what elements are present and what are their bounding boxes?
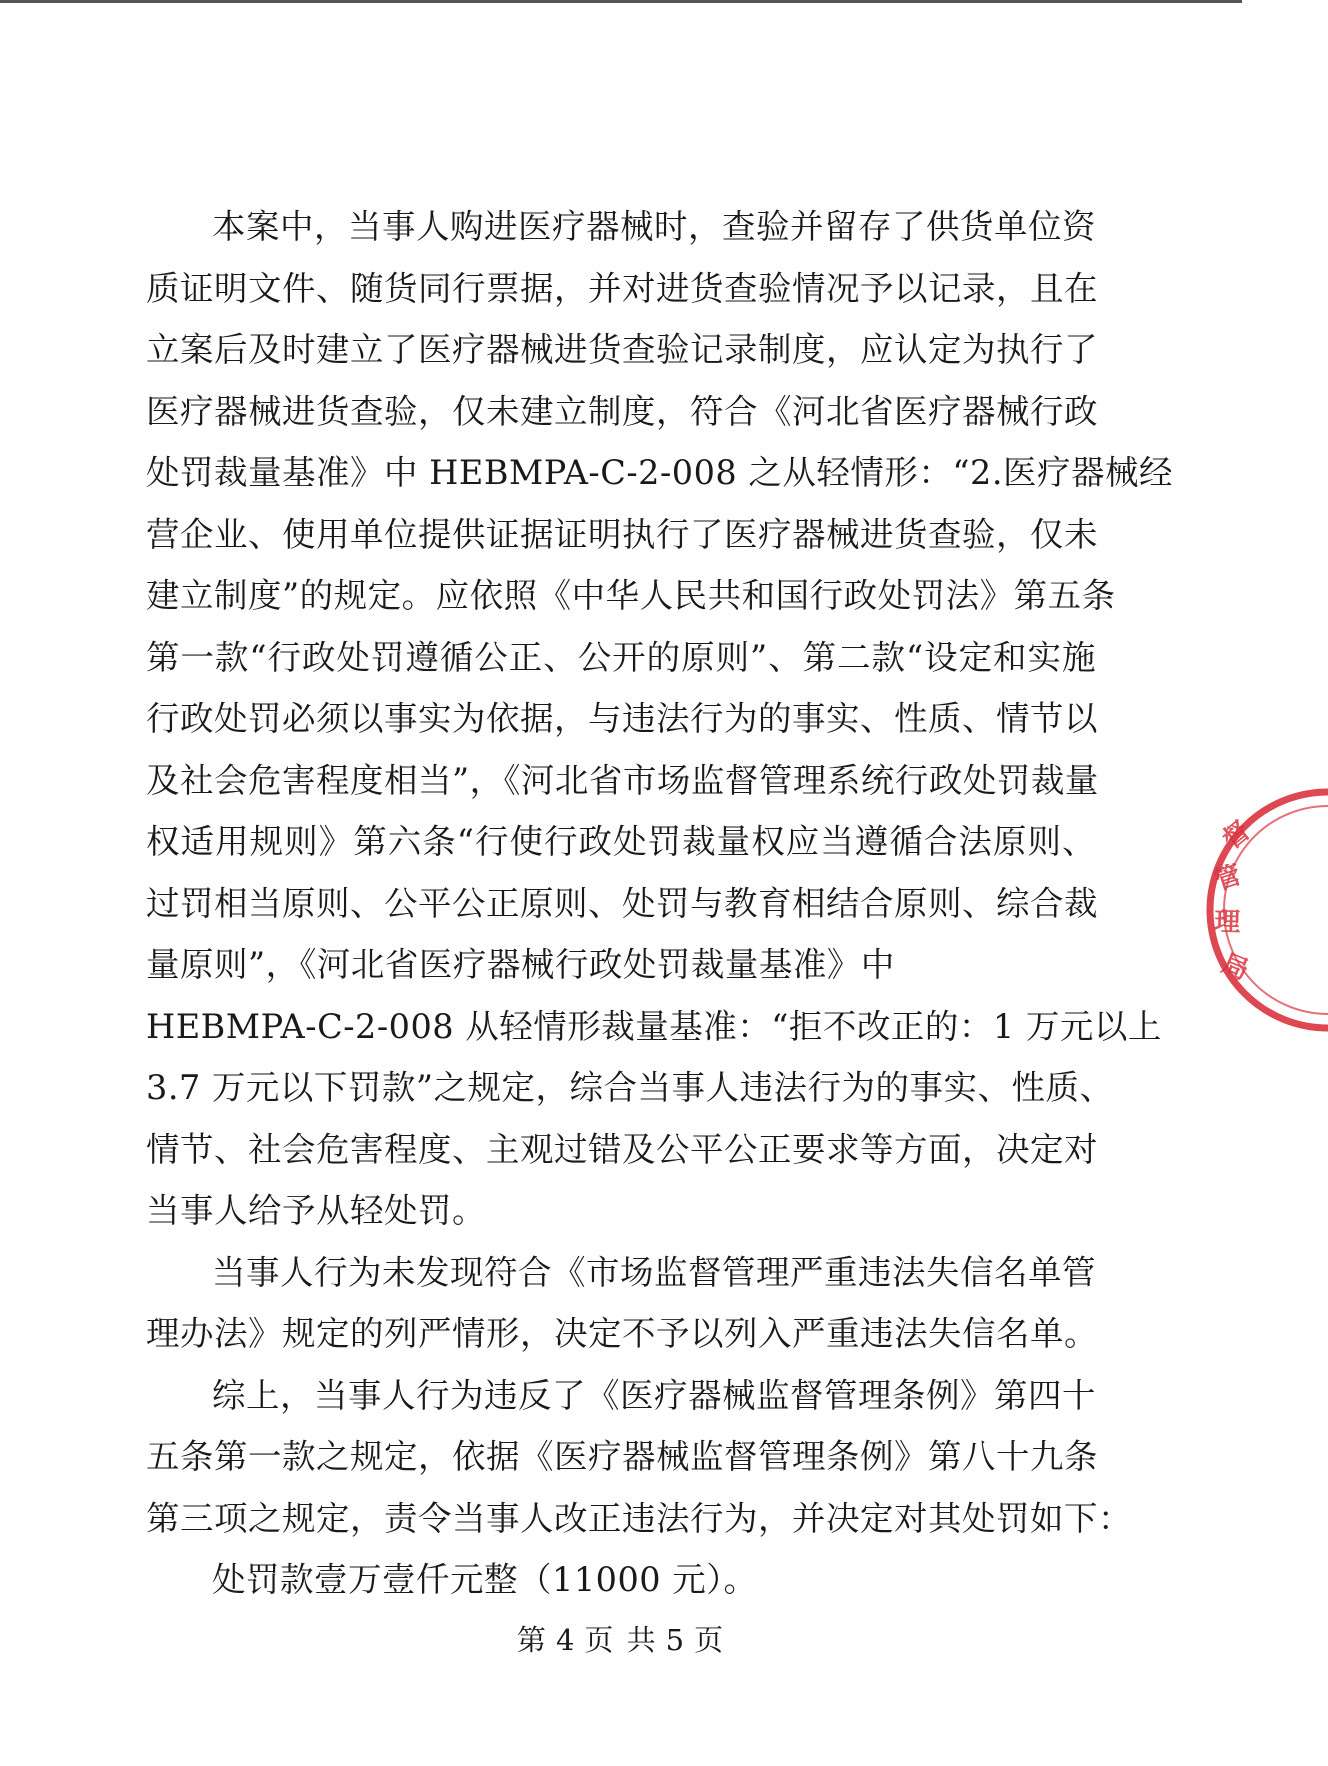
paragraph-line: 第三项之规定，责令当事人改正违法行为，并决定对其处罚如下： <box>146 1498 1132 1538</box>
paragraph-line: 权适用规则》第六条“行使行政处罚裁量权应当遵循合法原则、 <box>146 822 1096 861</box>
paragraph-line: 过罚相当原则、公平公正原则、处罚与教育相结合原则、综合裁 <box>146 883 1098 923</box>
paragraph-line: 建立制度”的规定。应依照《中华人民共和国行政处罚法》第五条 <box>146 576 1116 615</box>
paragraph-line: 行政处罚必须以事实为依据，与违法行为的事实、性质、情节以 <box>146 699 1098 738</box>
official-seal-icon <box>1188 780 1328 1040</box>
footer-suffix: 页 <box>694 1623 726 1657</box>
paragraph-line: 第一款“行政处罚遵循公正、公开的原则”、第二款“设定和实施 <box>146 637 1096 677</box>
paragraph-line: 量原则”，《河北省医疗器械行政处罚裁量基准》中 <box>146 945 895 984</box>
paragraph-line: 本案中，当事人购进医疗器械时，查验并留存了供货单位资 <box>212 207 1096 246</box>
svg-text:督: 督 <box>1217 815 1257 856</box>
svg-text:管: 管 <box>1210 860 1245 897</box>
paragraph-line: 情节、社会危害程度、主观过错及公平公正要求等方面，决定对 <box>146 1129 1098 1169</box>
paragraph-line: 及社会危害程度相当”，《河北省市场监督管理系统行政处罚裁量 <box>146 760 1099 800</box>
footer-prefix: 第 <box>516 1623 548 1657</box>
paragraph-line: 理办法》规定的列严情形，决定不予以列入严重违法失信名单。 <box>146 1314 1098 1353</box>
paragraph-line: 当事人给予从轻处罚。 <box>146 1191 486 1230</box>
paragraph-line: 五条第一款之规定，依据《医疗器械监督管理条例》第八十九条 <box>146 1437 1098 1476</box>
svg-text:理: 理 <box>1213 907 1241 938</box>
paragraph-line: HEBMPA-C-2-008 从轻情形裁量基准：“拒不改正的：1 万元以上 <box>146 1006 1162 1046</box>
footer-middle: 页 共 <box>584 1623 658 1657</box>
paragraph-line: 综上，当事人行为违反了《医疗器械监督管理条例》第四十 <box>212 1375 1096 1415</box>
paragraph-line: 3.7 万元以下罚款”之规定，综合当事人违法行为的事实、性质、 <box>146 1068 1114 1107</box>
paragraph-line: 处罚款壹万壹仟元整（11000 元）。 <box>212 1560 758 1599</box>
paragraph-line: 医疗器械进货查验，仅未建立制度，符合《河北省医疗器械行政 <box>146 391 1098 431</box>
paragraph-line: 立案后及时建立了医疗器械进货查验记录制度，应认定为执行了 <box>146 330 1098 369</box>
paragraph-line: 当事人行为未发现符合《市场监督管理严重违法失信名单管 <box>212 1252 1096 1292</box>
footer-total-pages: 5 <box>665 1623 687 1657</box>
svg-text:局: 局 <box>1217 948 1253 987</box>
paragraph-line: 营企业、使用单位提供证据证明执行了医疗器械进货查验，仅未 <box>146 514 1098 554</box>
document-body <box>146 196 1173 1611</box>
page-footer <box>0 1618 1242 1659</box>
paragraph-line: 处罚裁量基准》中 HEBMPA-C-2-008 之从轻情形：“2.医疗器械经 <box>146 453 1173 492</box>
page-top-edge <box>0 0 1242 3</box>
footer-page-number: 4 <box>555 1623 577 1657</box>
paragraph-line: 质证明文件、随货同行票据，并对进货查验情况予以记录，且在 <box>146 268 1098 308</box>
